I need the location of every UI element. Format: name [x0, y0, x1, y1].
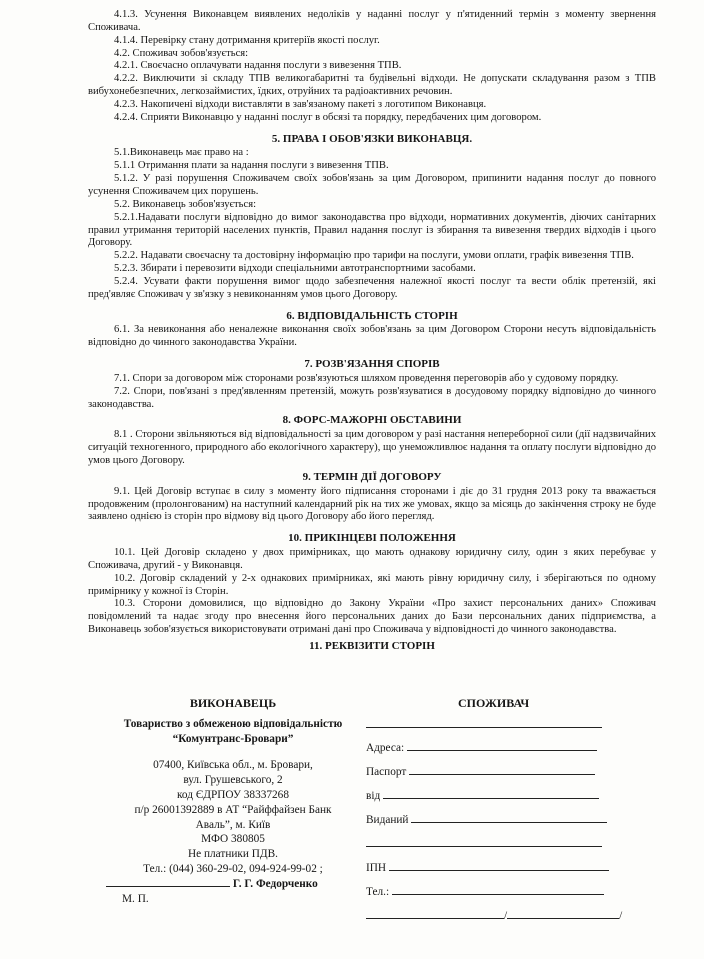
clause-6-1: 6.1. За невиконання або неналежне виконання своїх зобов'язань за цим Договором Сторони несуть відповідальність відповідно до чинного законодавства України. — [88, 324, 656, 349]
executor-stamp: М. П. — [122, 892, 149, 905]
consumer-phone-row — [366, 885, 656, 909]
consumer-issued-date-row — [366, 789, 656, 813]
clause-5-2: 5.2. Виконавець зобов'язується: — [114, 198, 257, 210]
executor-signer: Г. Г. Федорченко — [232, 877, 318, 890]
clause-10-2: 10.2. Договір складений у 2-х однакових примірниках, які мають рівну юридичну силу, і зберігаються по одному примірнику у кожної із Сторін. — [88, 572, 656, 597]
consumer-from-line[interactable] — [383, 798, 599, 799]
clause-9-1: 9.1. Цей Договір вступає в силу з моменту його підписання сторонами і діє до 31 грудня 2013 року та вважається продовженим (пролонгованим) на наступний календарний рік на тих же умовах, якщо за місяць до закінчення строку не буде заявлено однією із сторін про відмову від цього Договору або його перегляд. — [88, 485, 656, 523]
clause-4-2: 4.2. Споживач зобов'язується: — [114, 47, 249, 59]
executor-signature-line — [106, 886, 230, 887]
executor-company-line2: “Комунтранс-Бровари” — [172, 732, 294, 745]
executor-phone: Тел.: (044) 360-29-02, 094-924-99-02 ; — [143, 862, 323, 875]
section-7-heading: 7. РОЗВ'ЯЗАННЯ СПОРІВ — [304, 358, 440, 371]
clause-5-1: 5.1.Виконавець має право на : — [114, 147, 249, 159]
executor-address-line1: 07400, Київська обл., м. Бровари, — [153, 759, 313, 772]
consumer-phone-label: Тел.: — [366, 885, 390, 898]
executor-signature-row — [88, 877, 378, 892]
clause-4-1-4: 4.1.4. Перевірку стану дотримання критеріїв якості послуг. — [114, 34, 380, 46]
consumer-signature-slash-1: / — [504, 909, 508, 922]
consumer-passport-row — [366, 765, 656, 789]
consumer-name-line[interactable] — [366, 727, 602, 728]
executor-title: ВИКОНАВЕЦЬ — [189, 696, 277, 710]
clause-5-2-4: 5.2.4. Усувати факти порушення вимог щодо забезпечення належної якості послуг та вести облік претензій, які пред'являє Споживач у зв'язку з невиконанням умов цього Договору. — [88, 275, 656, 300]
clause-4-2-1: 4.2.1. Своєчасно оплачувати надання послуги з вивезення ТПВ. — [114, 60, 402, 72]
executor-vat-note: Не платники ПДВ. — [187, 848, 278, 861]
section-10-heading: 10. ПРИКІНЦЕВІ ПОЛОЖЕННЯ — [288, 532, 456, 545]
consumer-requisites — [366, 696, 656, 933]
consumer-signature-row — [366, 909, 656, 933]
clause-4-1-3: 4.1.3. Усунення Виконавцем виявлених недоліків у наданні послуг у п'ятиденний термін з моменту звернення Споживача. — [88, 9, 656, 33]
consumer-title: СПОЖИВАЧ — [458, 696, 530, 710]
section-9-heading: 9. ТЕРМІН ДІЇ ДОГОВОРУ — [302, 470, 442, 483]
consumer-signature-slash-2: / — [619, 909, 623, 922]
consumer-ipn-label: ІПН — [366, 861, 387, 874]
consumer-issued-label: Виданий — [366, 813, 409, 826]
consumer-issued-row — [366, 813, 656, 837]
clause-8-1: 8.1 . Сторони звільняються від відповідальності за цим договором у разі настання непереборної сили (дії надзвичайних ситуацій техногенного, природного або екологічного характеру), що унеможливлює надання та оплату послуги відповідно до умов цього Договору. — [88, 429, 656, 466]
clause-7-2: 7.2. Спори, пов'язані з пред'явленням претензій, можуть розв'язуватися в досудовому порядку відповідно до чинного законодавства. — [88, 385, 656, 410]
consumer-issued-line[interactable] — [411, 822, 607, 823]
consumer-name-signature-line[interactable] — [507, 918, 619, 919]
consumer-address-row — [366, 741, 656, 765]
clause-4-2-4: 4.2.4. Сприяти Виконавцю у наданні послуг в обсязі та порядку, передбачених цим договором. — [114, 111, 542, 123]
clause-10-3: 10.3. Сторони домовилися, що відповідно до Закону України «Про захист персональних даних» Споживач повідомлений та надає згоду про внесення його персональних даних до Бази персональних даних підприємства, а Виконавець зобов'язується використовувати отримані дані про Споживача у відповідності до чинного законодавства. — [88, 598, 656, 636]
executor-company-line1: Товариство з обмеженою відповідальністю — [123, 717, 343, 730]
clause-10-1: 10.1. Цей Договір складено у двох примірниках, що мають однакову юридичну силу, один з яких перебуває у Споживача, другий - у Виконавця. — [88, 547, 656, 571]
consumer-address-line[interactable] — [407, 750, 597, 751]
consumer-from-label: від — [366, 789, 381, 802]
consumer-phone-line[interactable] — [392, 894, 604, 895]
clause-5-2-3: 5.2.3. Збирати і перевозити відходи спеціальними автотранспортними засобами. — [114, 263, 476, 275]
consumer-ipn-line[interactable] — [389, 870, 609, 871]
executor-account-line2: Аваль”, м. Київ — [195, 818, 271, 831]
consumer-signature-line[interactable] — [366, 918, 504, 919]
executor-address-line2: вул. Грушевського, 2 — [183, 774, 283, 787]
executor-mfo: МФО 380805 — [201, 833, 265, 846]
section-11-heading: 11. РЕКВІЗИТИ СТОРІН — [309, 639, 435, 652]
clause-5-2-1: 5.2.1.Надавати послуги відповідно до вимог законодавства про відходи, нормативних документів, діючих санітарних правил утримання територій населених пунктів, Правил надання послуг із збирання та вивезення твердих відходів і цього Договору. — [88, 211, 656, 249]
consumer-extra-line[interactable] — [366, 846, 602, 847]
consumer-ipn-row — [366, 861, 656, 885]
clause-5-1-2: 5.1.2. У разі порушення Споживачем своїх зобов'язань за цим Договором, припинити надання послуг до повного усунення Споживачем цих порушень. — [88, 173, 656, 197]
contract-body — [88, 9, 656, 655]
section-5-heading: 5. ПРАВА І ОБОВ'ЯЗКИ ВИКОНАВЦЯ. — [271, 132, 473, 145]
consumer-passport-line[interactable] — [409, 774, 595, 775]
clause-7-1: 7.1. Спори за договором між сторонами розв'язуються шляхом проведення переговорів або у судовому порядку. — [114, 372, 619, 384]
consumer-address-label: Адреса: — [366, 741, 405, 754]
clause-5-1-1: 5.1.1 Отримання плати за надання послуги з вивезення ТПВ. — [114, 160, 389, 172]
section-6-heading: 6. ВІДПОВІДАЛЬНІСТЬ СТОРІН — [286, 309, 458, 322]
section-8-heading: 8. ФОРС-МАЖОРНІ ОБСТАВИНИ — [282, 414, 462, 427]
consumer-passport-label: Паспорт — [366, 765, 407, 778]
consumer-name-row — [366, 717, 656, 741]
consumer-blank-row — [366, 837, 656, 861]
executor-edrpou: код ЄДРПОУ 38337268 — [177, 788, 289, 801]
executor-requisites — [88, 696, 381, 906]
clause-4-2-2: 4.2.2. Виключити зі складу ТПВ великогабаритні та будівельні відходи. Не допускати складування разом з ТПВ вибухонебезпечних, легкозаймистих, їдких, отруйних та радіоактивних речовин. — [88, 73, 656, 98]
executor-account-line1: п/р 26001392889 в АТ “Райффайзен Банк — [134, 803, 332, 816]
clause-4-2-3: 4.2.3. Накопичені відходи виставляти в зав'язаному пакеті з логотипом Виконавця. — [114, 98, 487, 110]
clause-5-2-2: 5.2.2. Надавати своєчасну та достовірну інформацію про тарифи на послуги, умови оплати, графік вивезення ТПВ. — [114, 250, 634, 262]
